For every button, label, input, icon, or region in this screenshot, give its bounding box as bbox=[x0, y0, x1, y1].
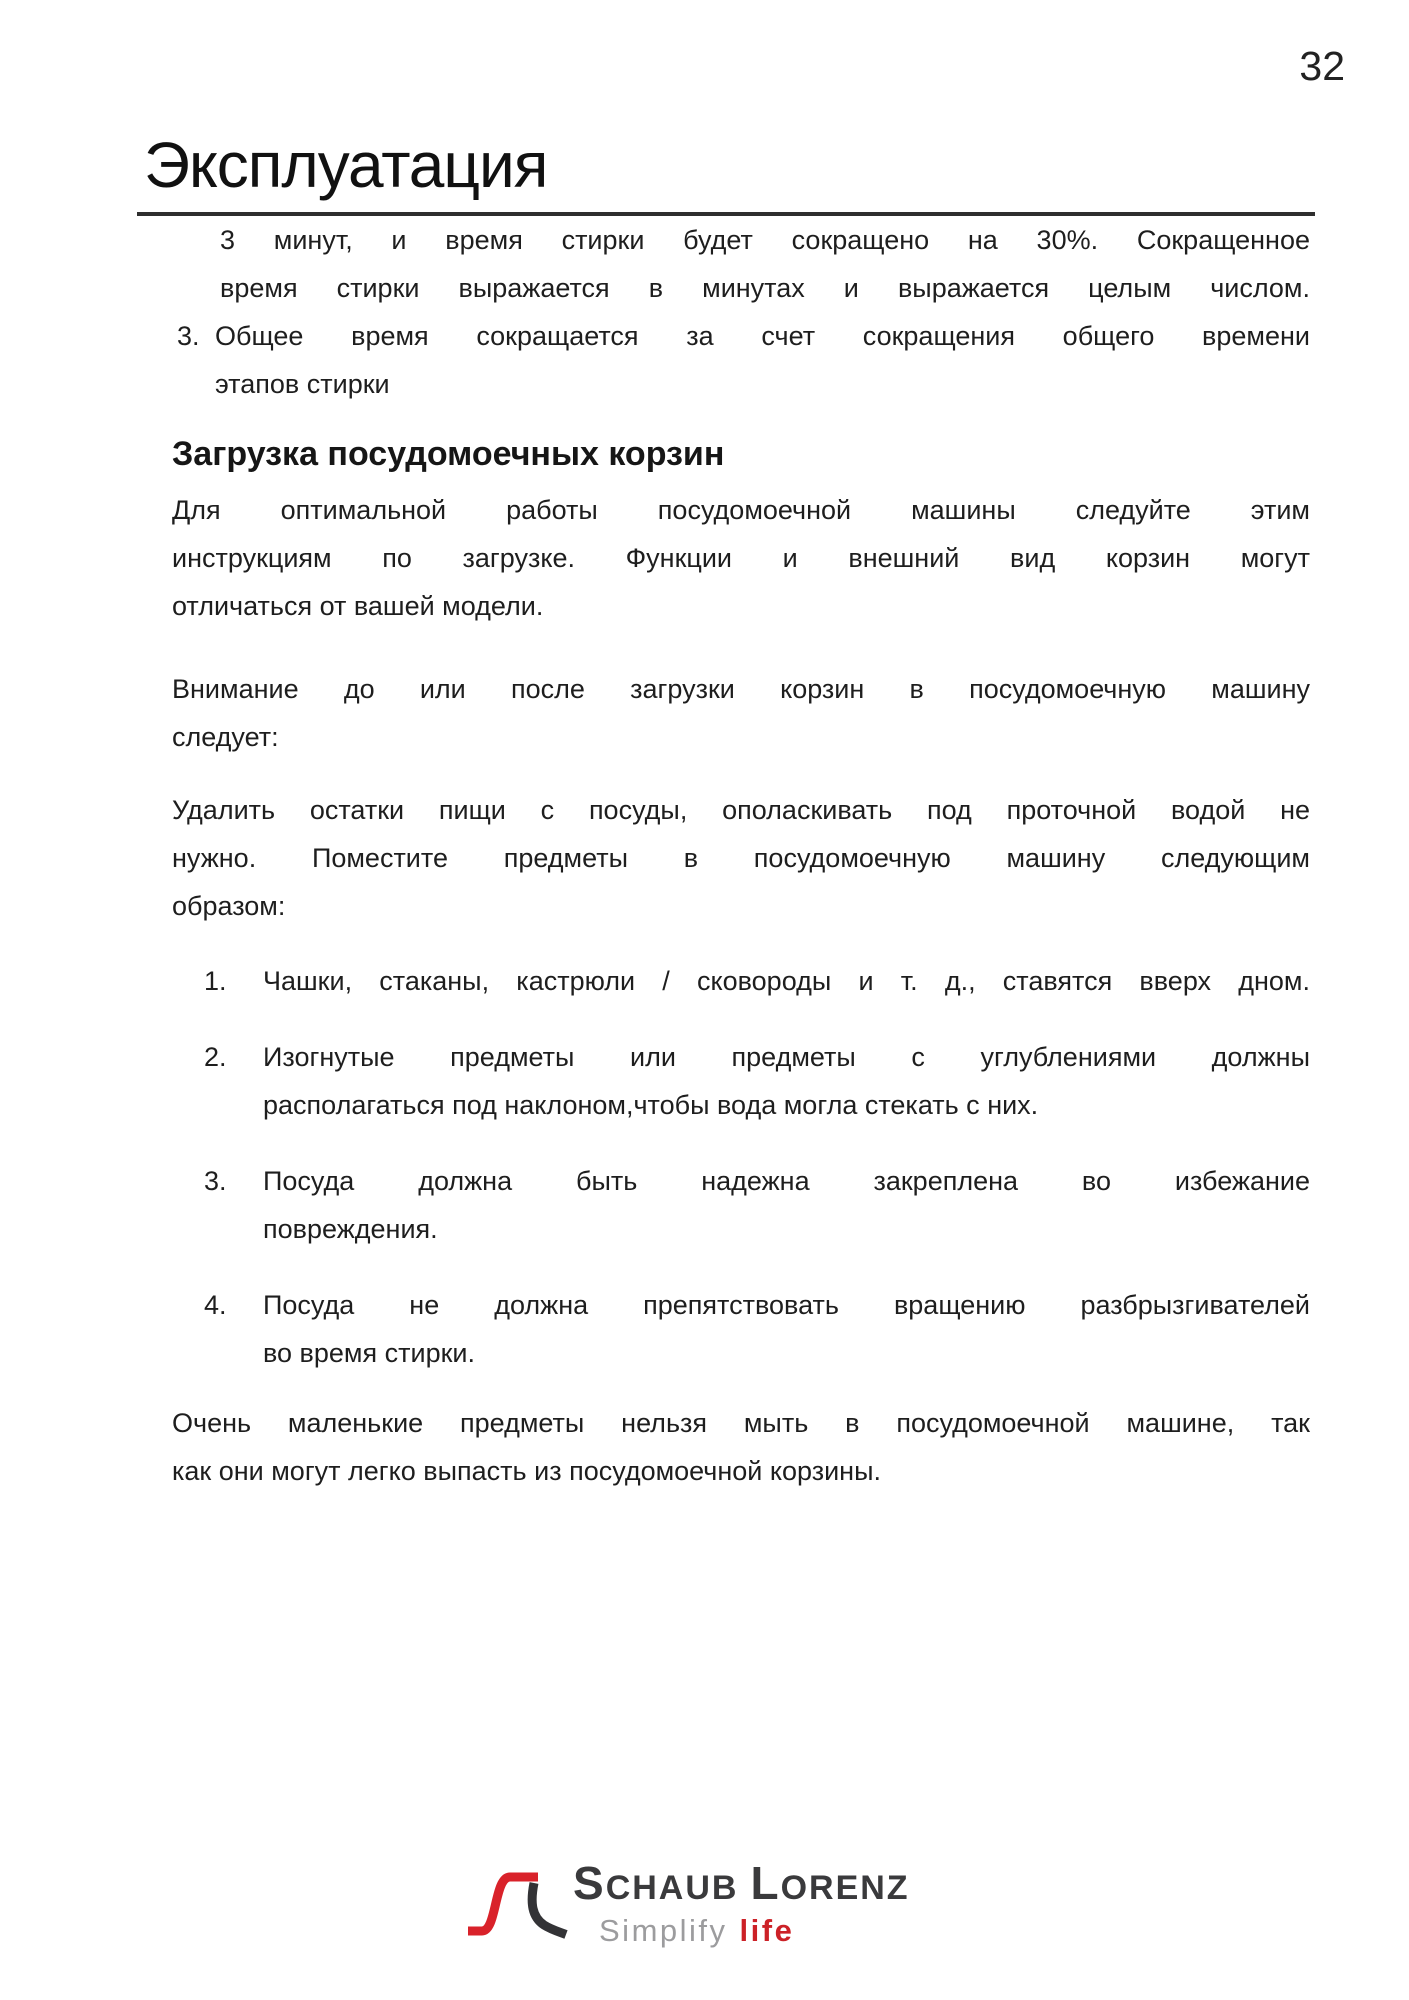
text-line: Изогнутые предметы или предметы с углублениями должны bbox=[263, 1042, 1310, 1072]
list-marker: 3. bbox=[204, 1166, 227, 1196]
list-item-text bbox=[263, 957, 1310, 1005]
text-line: Посуда должна быть надежна закреплена во избежание bbox=[263, 1166, 1310, 1196]
paragraph-small-items-warning bbox=[172, 1399, 1310, 1495]
list-item bbox=[172, 1157, 1310, 1253]
list-marker: 3. bbox=[177, 321, 200, 351]
numbered-list-top bbox=[172, 312, 1310, 408]
brand-name bbox=[573, 1857, 910, 1911]
text-line: Внимание до или после загрузки корзин в посудомоечную машину bbox=[172, 674, 1310, 704]
list-item bbox=[172, 312, 1310, 408]
text-line: инструкциям по загрузке. Функции и внешний вид корзин могут bbox=[172, 543, 1310, 573]
text-line: Очень маленькие предметы нельзя мыть в посудомоечной машине, так bbox=[172, 1408, 1310, 1438]
brand-word2-rest: ORENZ bbox=[780, 1869, 910, 1907]
text-line: повреждения. bbox=[263, 1214, 438, 1244]
logo-text bbox=[573, 1857, 910, 1949]
text-line: нужно. Поместите предметы в посудомоечную машину следующим bbox=[172, 843, 1310, 873]
brand-tagline bbox=[573, 1913, 910, 1949]
text-line: во время стирки. bbox=[263, 1338, 475, 1368]
brand-word1-rest: CHAUB bbox=[605, 1869, 739, 1907]
text-line: Чашки, стаканы, кастрюли / сковороды и т. д., ставятся вверх дном. bbox=[263, 966, 1310, 996]
tagline-red: life bbox=[739, 1913, 795, 1948]
sl-monogram-icon bbox=[465, 1870, 569, 1940]
list-item-text bbox=[263, 1157, 1310, 1253]
list-item bbox=[172, 1281, 1310, 1377]
page-number: 32 bbox=[1299, 43, 1345, 89]
list-item bbox=[172, 957, 1310, 1005]
brand-word1-initial: S bbox=[573, 1857, 606, 1909]
text-line: Посуда не должна препятствовать вращению разбрызгивателей bbox=[263, 1290, 1310, 1320]
page-title: Эксплуатация bbox=[144, 129, 548, 201]
list-marker: 2. bbox=[204, 1042, 227, 1072]
paragraph-attention bbox=[172, 665, 1310, 761]
section-heading-basket-loading: Загрузка посудомоечных корзин bbox=[172, 435, 725, 473]
numbered-list-loading-rules bbox=[172, 957, 1310, 1377]
text-line: как они могут легко выпасть из посудомоечной корзины. bbox=[172, 1456, 881, 1486]
paragraph-wash-time-continuation bbox=[172, 216, 1310, 312]
list-item-text bbox=[263, 1281, 1310, 1377]
text-line: Удалить остатки пищи с посуды, ополаскивать под проточной водой не bbox=[172, 795, 1310, 825]
text-line: располагаться под наклоном,чтобы вода могла стекать с них. bbox=[263, 1090, 1039, 1120]
list-item-text bbox=[263, 1033, 1310, 1129]
tagline-gray: Simplify bbox=[599, 1913, 728, 1948]
schaub-lorenz-logo bbox=[465, 1857, 910, 1949]
page-content bbox=[172, 216, 1310, 1495]
text-line: Для оптимальной работы посудомоечной машины следуйте этим bbox=[172, 495, 1310, 525]
text-line: Общее время сокращается за счет сокращения общего времени bbox=[215, 321, 1310, 351]
text-line: этапов стирки bbox=[215, 369, 390, 399]
text-line: отличаться от вашей модели. bbox=[172, 591, 544, 621]
paragraph-loading-intro bbox=[172, 486, 1310, 630]
brand-word2-initial: L bbox=[750, 1857, 781, 1909]
text-line: следует: bbox=[172, 722, 279, 752]
text-line: время стирки выражается в минутах и выражается целым числом. bbox=[220, 273, 1310, 303]
list-item bbox=[172, 1033, 1310, 1129]
list-item-text bbox=[215, 312, 1310, 408]
paragraph-remove-food bbox=[172, 786, 1310, 930]
list-marker: 4. bbox=[204, 1290, 227, 1320]
list-marker: 1. bbox=[204, 966, 227, 996]
text-line: образом: bbox=[172, 891, 286, 921]
text-line: 3 минут, и время стирки будет сокращено на 30%. Сокращенное bbox=[220, 225, 1310, 255]
